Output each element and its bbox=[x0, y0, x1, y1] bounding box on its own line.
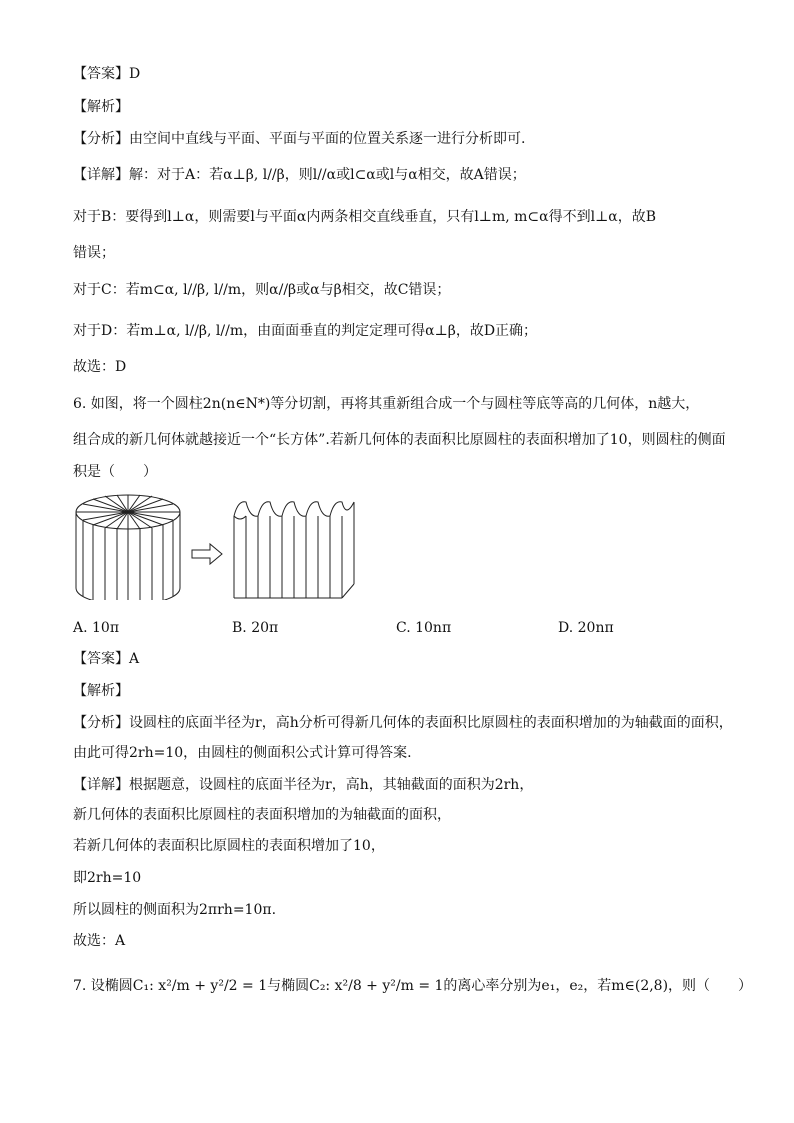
q5-choice: 故选：D bbox=[73, 359, 127, 375]
q6-option-b: B. 20π bbox=[232, 620, 279, 636]
q5-detail: 【详解】解：对于A：若α⊥β, l//β，则l//α或l⊂α或l与α相交，故A错误； bbox=[73, 167, 526, 183]
q6-detail-line3: 若新几何体的表面积比原圆柱的表面积增加了10， bbox=[73, 838, 385, 854]
q6-detail-line2: 新几何体的表面积比原圆柱的表面积增加的为轴截面的面积， bbox=[73, 807, 451, 823]
q7-stem: 7. 设椭圆C₁: x²/m + y²/2 = 1与椭圆C₂: x²/8 + y²/m = 1的离心率分别为e₁，e₂，若m∈(2,8)，则（ ） bbox=[73, 978, 753, 994]
q6-option-a: A. 10π bbox=[73, 620, 120, 636]
q6-detail-line5: 所以圆柱的侧面积为2πrh=10π. bbox=[73, 902, 277, 918]
q6-analysis-line1: 【分析】设圆柱的底面半径为r，高h分析可得新几何体的表面积比原圆柱的表面积增加的为轴截面的面积， bbox=[73, 715, 733, 731]
cuboid-figure bbox=[234, 502, 354, 598]
q6-option-d: D. 20nπ bbox=[558, 620, 614, 636]
q6-stem-line1: 6. 如图，将一个圆柱2n(n∈N*)等分切割，再将其重新组合成一个与圆柱等底等高的几何体，n越大， bbox=[73, 396, 700, 412]
q5-option-b-line1: 对于B：要得到l⊥α，则需要l与平面α内两条相交直线垂直，只有l⊥m, m⊂α得不到l⊥α，故B bbox=[73, 209, 656, 225]
q5-answer: 【答案】D bbox=[73, 66, 141, 82]
cylinder-figure bbox=[76, 495, 180, 600]
q6-analysis-heading: 【解析】 bbox=[73, 683, 129, 699]
q6-analysis-line2: 由此可得2rh=10，由圆柱的侧面积公式计算可得答案. bbox=[73, 745, 412, 761]
q5-option-d: 对于D：若m⊥α, l//β, l//m，由面面垂直的判定定理可得α⊥β，故D正确； bbox=[73, 323, 538, 339]
q6-stem-line2: 组合成的新几何体就越接近一个“长方体”.若新几何体的表面积比原圆柱的表面积增加了10，则圆柱的侧面 bbox=[73, 432, 726, 448]
q5-analysis-heading: 【解析】 bbox=[73, 99, 129, 115]
q5-analysis: 【分析】由空间中直线与平面、平面与平面的位置关系逐一进行分析即可. bbox=[73, 131, 526, 147]
q6-option-c: C. 10nπ bbox=[396, 620, 452, 636]
q5-option-c: 对于C：若m⊂α, l//β, l//m，则α//β或α与β相交，故C错误； bbox=[73, 282, 451, 298]
q6-detail-line1: 【详解】根据题意，设圆柱的底面半径为r，高h，其轴截面的面积为2rh， bbox=[73, 777, 534, 793]
q6-answer: 【答案】A bbox=[73, 651, 140, 667]
q5-option-b-line2: 错误； bbox=[73, 245, 115, 261]
q6-choice: 故选：A bbox=[73, 933, 126, 949]
q6-figure bbox=[70, 490, 370, 600]
arrow-icon bbox=[192, 544, 222, 564]
q6-detail-line4: 即2rh=10 bbox=[73, 870, 142, 886]
q6-stem-line3: 积是（ ） bbox=[73, 464, 157, 480]
